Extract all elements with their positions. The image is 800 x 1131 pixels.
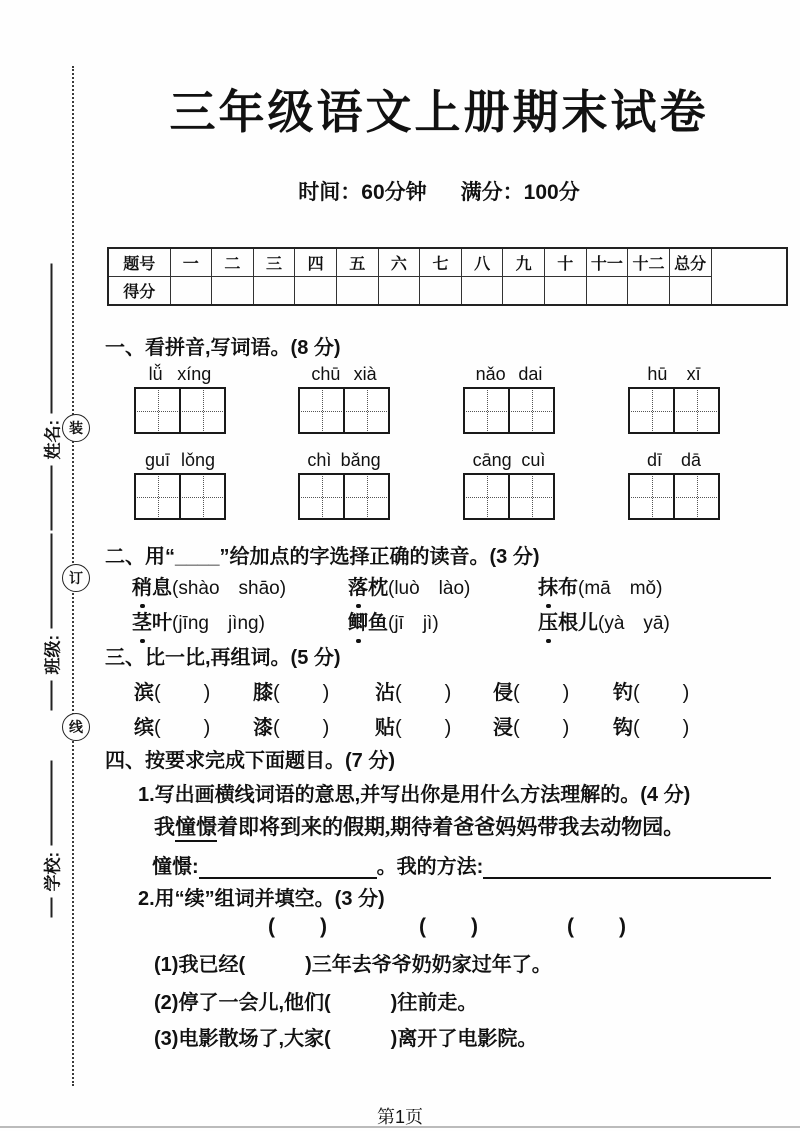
compare-character: 钩 [613, 717, 633, 739]
writing-cell [179, 389, 224, 432]
pronunciation-item [538, 571, 662, 600]
name-blank-line [50, 264, 52, 414]
pinyin-syllable: dī [646, 450, 662, 470]
class-blank-line [50, 681, 52, 711]
section-4-title: 四、按要求完成下面题目。(7 分) [105, 750, 395, 772]
score-cell [461, 277, 503, 306]
pinyin-word-group [628, 364, 720, 434]
writing-cell [508, 475, 553, 518]
compare-word-item [493, 711, 570, 740]
compare-word-item [253, 676, 330, 705]
pinyin-options: (shào shāo) [172, 578, 287, 599]
pronunciation-item [132, 606, 265, 635]
pinyin-syllable: hū [647, 364, 668, 384]
writing-cell [465, 475, 508, 518]
question-4-1-sentence [154, 811, 684, 841]
answer-label: 憧憬: [152, 856, 199, 878]
compare-character: 沾 [375, 682, 395, 704]
writing-grid [298, 473, 390, 520]
word-blank: ( ) [154, 682, 212, 704]
compare-word-item [613, 711, 690, 740]
question-col: 八 [461, 248, 503, 277]
pinyin-syllable: lǒng [180, 450, 215, 470]
sentence-text: 着即将到来的假期,期待着爸爸妈妈带我去动物园。 [217, 815, 685, 839]
writing-cell [136, 475, 179, 518]
question-col: 十二 [628, 248, 670, 277]
pinyin-options: (mā mǒ) [578, 578, 663, 599]
question-col: 六 [378, 248, 420, 277]
word-blank: ( ) [633, 682, 691, 704]
score-table-score-label: 得分 [108, 277, 170, 306]
pinyin-label [463, 364, 555, 385]
writing-cell [673, 389, 718, 432]
pinyin-options: (yà yā) [598, 613, 670, 634]
writing-cell [300, 475, 343, 518]
pinyin-word-group [628, 450, 720, 520]
word-rest: 枕 [368, 577, 388, 599]
dotted-character: 落 [348, 571, 368, 600]
binding-char-text: 线 [69, 719, 83, 735]
word-blank: ( ) [154, 717, 212, 739]
score-cell [586, 277, 628, 306]
writing-grid [134, 473, 226, 520]
compare-word-item [134, 676, 211, 705]
writing-cell [136, 389, 179, 432]
compare-word-item [253, 711, 330, 740]
writing-grid [628, 473, 720, 520]
compare-character: 滨 [134, 682, 154, 704]
score-cell [336, 277, 378, 306]
word-blank: ( ) [513, 717, 571, 739]
pinyin-word-group [463, 364, 555, 434]
writing-grid [628, 387, 720, 434]
pinyin-word-group [134, 364, 226, 434]
pinyin-word-group [298, 450, 390, 520]
answer-method-label: 。我的方法: [376, 856, 484, 878]
question-col: 二 [212, 248, 254, 277]
writing-cell [343, 475, 388, 518]
pinyin-label [134, 364, 226, 385]
question-4-1-answer-row [152, 850, 788, 879]
pinyin-syllable: chū [311, 364, 341, 384]
writing-grid [298, 387, 390, 434]
score-cell [628, 277, 670, 306]
pinyin-syllable: guī [144, 450, 170, 470]
writing-cell [465, 389, 508, 432]
writing-cell [630, 389, 673, 432]
dotted-character: 抹 [538, 571, 558, 600]
question-col: 七 [420, 248, 462, 277]
compare-character: 浸 [493, 717, 513, 739]
writing-grid [463, 387, 555, 434]
pinyin-syllable: xià [353, 364, 377, 384]
pinyin-label [463, 450, 555, 471]
pinyin-syllable: xíng [177, 364, 212, 384]
score-cell [253, 277, 295, 306]
underlined-word: 憧憬 [175, 815, 217, 842]
binding-char-text: 装 [69, 420, 83, 436]
score-cell [212, 277, 254, 306]
pinyin-syllable: nǎo [475, 364, 506, 384]
word-blank: ( ) [513, 682, 571, 704]
question-col: 四 [295, 248, 337, 277]
word-blank: ( ) [633, 717, 691, 739]
word-formation-blank: ( ) [567, 915, 627, 938]
pinyin-label [298, 450, 390, 471]
word-rest: 布 [558, 577, 578, 599]
dotted-character: 鲫 [348, 606, 368, 635]
binding-char-xian [62, 713, 90, 741]
pronunciation-item [538, 606, 670, 635]
compare-word-item [375, 711, 452, 740]
question-col: 五 [336, 248, 378, 277]
question-col: 十 [544, 248, 586, 277]
binding-char-text: 订 [69, 570, 83, 586]
score-cell [544, 277, 586, 306]
writing-cell [673, 475, 718, 518]
question-col: 三 [253, 248, 295, 277]
binding-char-ding [62, 564, 90, 592]
score-cell [295, 277, 337, 306]
writing-cell [343, 389, 388, 432]
score-cell [503, 277, 545, 306]
answer-blank-line [199, 855, 377, 879]
compare-word-item [493, 676, 570, 705]
pinyin-options: (jīng jìng) [172, 613, 265, 634]
score-table-total-label: 总分 [669, 248, 711, 277]
pinyin-syllable: lǚ [148, 364, 163, 384]
page-bottom-edge [0, 1126, 800, 1128]
pinyin-label [628, 364, 720, 385]
pinyin-options: (luò lào) [388, 578, 471, 599]
question-4-2-prompt: 2.用“续”组词并填空。(3 分) [138, 888, 385, 910]
writing-cell [179, 475, 224, 518]
score-table-header-row [108, 248, 787, 277]
dotted-character: 压 [538, 606, 558, 635]
section-3-title: 三、比一比,再组词。(5 分) [105, 647, 341, 669]
name-field-label [39, 251, 64, 531]
answer-blank-line [483, 855, 771, 879]
binding-char-zhuang [62, 414, 90, 442]
pronunciation-item [132, 571, 286, 600]
compare-character: 贴 [375, 717, 395, 739]
writing-cell [508, 389, 553, 432]
pinyin-options: (jī jì) [388, 613, 439, 634]
word-rest: 息 [152, 577, 172, 599]
school-blank-line [50, 898, 52, 918]
question-4-1-prompt: 1.写出画横线词语的意思,并写出你是用什么方法理解的。(4 分) [138, 784, 691, 806]
pronunciation-item [348, 571, 470, 600]
question-col: 一 [170, 248, 212, 277]
score-table-question-label: 题号 [108, 248, 170, 277]
pinyin-label [628, 450, 720, 471]
fill-in-item-3: (3)电影散场了,大家( )离开了电影院。 [154, 1028, 538, 1050]
score-cell [420, 277, 462, 306]
question-col: 十一 [586, 248, 628, 277]
word-formation-blank: ( ) [419, 915, 479, 938]
pinyin-label [298, 364, 390, 385]
class-field-label [39, 521, 64, 711]
fill-in-item-2: (2)停了一会儿,他们( )往前走。 [154, 992, 478, 1014]
score-cell [170, 277, 212, 306]
pinyin-word-group [134, 450, 226, 520]
pinyin-syllable: chì [307, 450, 332, 470]
word-blank: ( ) [273, 682, 331, 704]
dotted-character: 茎 [132, 606, 152, 635]
class-blank-line [50, 534, 52, 629]
pinyin-syllable: cāng [472, 450, 512, 470]
pinyin-word-group [298, 364, 390, 434]
page-number: 第1页 [376, 1107, 423, 1127]
compare-word-item [613, 676, 690, 705]
pinyin-syllable: dā [680, 450, 702, 470]
compare-word-item [134, 711, 211, 740]
score-cell [669, 277, 711, 306]
pinyin-syllable: bǎng [340, 450, 381, 470]
word-rest: 根儿 [558, 612, 598, 634]
word-rest: 鱼 [368, 612, 388, 634]
section-2-title: 二、用“____”给加点的字选择正确的读音。(3 分) [105, 546, 540, 568]
sentence-text: 我 [154, 815, 175, 839]
compare-character: 膝 [253, 682, 273, 704]
word-blank: ( ) [395, 717, 453, 739]
compare-character: 钓 [613, 682, 633, 704]
score-table-score-row [108, 277, 787, 306]
word-blank: ( ) [273, 717, 331, 739]
fill-in-item-1: (1)我已经( )三年去爷爷奶奶家过年了。 [154, 954, 552, 976]
pinyin-label [134, 450, 226, 471]
score-table [107, 247, 788, 306]
class-label-text: 班级: [43, 634, 63, 675]
dotted-character: 稍 [132, 571, 152, 600]
pinyin-syllable: xī [686, 364, 701, 384]
word-blank: ( ) [395, 682, 453, 704]
name-label-text: 姓名: [43, 419, 63, 460]
word-formation-blank: ( ) [268, 915, 328, 938]
exam-meta [90, 176, 788, 206]
compare-word-item [375, 676, 452, 705]
pinyin-syllable: cuì [521, 450, 546, 470]
compare-character: 漆 [253, 717, 273, 739]
section-1-title: 一、看拼音,写词语。(8 分) [105, 337, 341, 359]
word-rest: 叶 [152, 612, 172, 634]
writing-grid [134, 387, 226, 434]
exam-time: 时间：60分钟 [298, 181, 427, 204]
compare-character: 缤 [134, 717, 154, 739]
compare-character: 侵 [493, 682, 513, 704]
writing-cell [630, 475, 673, 518]
page-title: 三年级语文上册期末试卷 [169, 87, 709, 138]
school-label-text: 学校: [43, 851, 63, 892]
exam-full-score: 满分：100分 [460, 181, 580, 204]
writing-cell [300, 389, 343, 432]
question-col: 九 [503, 248, 545, 277]
pronunciation-item [348, 606, 439, 635]
pinyin-word-group [463, 450, 555, 520]
score-cell [378, 277, 420, 306]
school-field-label [39, 748, 64, 918]
writing-grid [463, 473, 555, 520]
pinyin-syllable: dai [518, 364, 543, 384]
school-blank-line [50, 761, 52, 846]
